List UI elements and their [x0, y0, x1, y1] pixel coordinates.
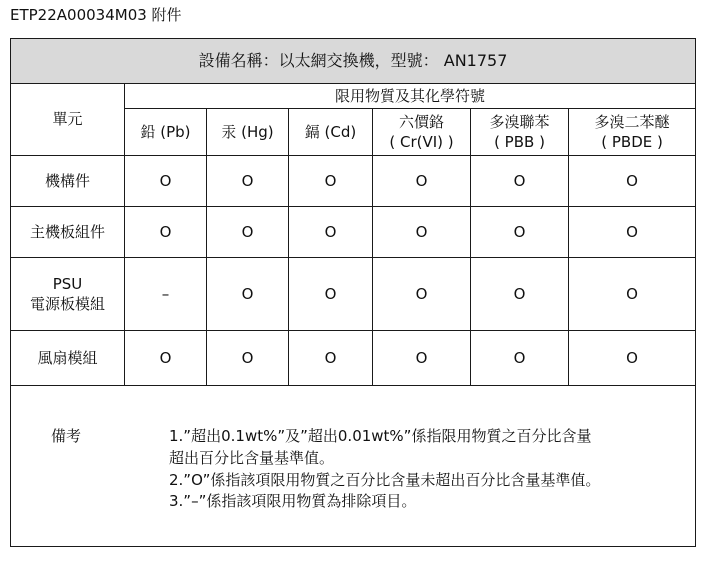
mark-cell: O [471, 207, 569, 258]
mark-cell: O [125, 207, 207, 258]
remarks-list [125, 426, 600, 513]
substance-group-header: 限用物質及其化學符號 [125, 84, 696, 109]
table-title: 設備名稱：以太網交換機，型號： AN1757 [11, 39, 696, 84]
remark-line: 3.”–”係指該項限用物質為排除項目。 [169, 492, 417, 511]
mark-cell: O [207, 258, 289, 331]
substance-header-cr6: 六價鉻 ( Cr(VI) ) [373, 109, 471, 156]
substance-header-cd: 鎘 (Cd) [289, 109, 373, 156]
mark-cell: O [207, 331, 289, 386]
mark-cell: O [125, 331, 207, 386]
remark-line: 1.”超出0.1wt%”及”超出0.01wt%”係指限用物質之百分比含量 [169, 427, 592, 445]
rohs-table [10, 38, 696, 547]
unit-name: PSU 電源板模組 [11, 258, 125, 331]
mark-cell: O [471, 258, 569, 331]
mark-cell: O [471, 156, 569, 207]
mark-cell: O [373, 331, 471, 386]
unit-name: 風扇模組 [11, 331, 125, 386]
mark-cell: O [569, 258, 696, 331]
mark-cell: O [207, 156, 289, 207]
mark-cell: O [289, 331, 373, 386]
substance-header-pbde: 多溴二苯醚 ( PBDE ) [569, 109, 696, 156]
mark-cell: O [373, 207, 471, 258]
remark-line: 超出百分比含量基準值。 [169, 448, 335, 467]
substance-header-pbb: 多溴聯苯 ( PBB ) [471, 109, 569, 156]
mark-cell: – [125, 258, 207, 331]
mark-cell: O [125, 156, 207, 207]
remarks-label: 備考 [51, 427, 82, 445]
remarks-section [11, 386, 696, 547]
mark-cell: O [289, 207, 373, 258]
unit-name: 機構件 [11, 156, 125, 207]
mark-cell: O [471, 331, 569, 386]
mark-cell: O [207, 207, 289, 258]
unit-header: 單元 [11, 84, 125, 156]
table-row [11, 156, 696, 207]
table-row [11, 258, 696, 331]
mark-cell: O [373, 258, 471, 331]
document-id: ETP22A00034M03 附件 [10, 6, 182, 24]
mark-cell: O [569, 207, 696, 258]
mark-cell: O [289, 258, 373, 331]
substance-header-hg: 汞 (Hg) [207, 109, 289, 156]
table-row [11, 207, 696, 258]
table-row [11, 331, 696, 386]
mark-cell: O [569, 331, 696, 386]
mark-cell: O [569, 156, 696, 207]
unit-name: 主機板組件 [11, 207, 125, 258]
mark-cell: O [289, 156, 373, 207]
substance-header-pb: 鉛 (Pb) [125, 109, 207, 156]
remark-line: 2.”O”係指該項限用物質之百分比含量未超出百分比含量基準值。 [169, 470, 601, 489]
mark-cell: O [373, 156, 471, 207]
